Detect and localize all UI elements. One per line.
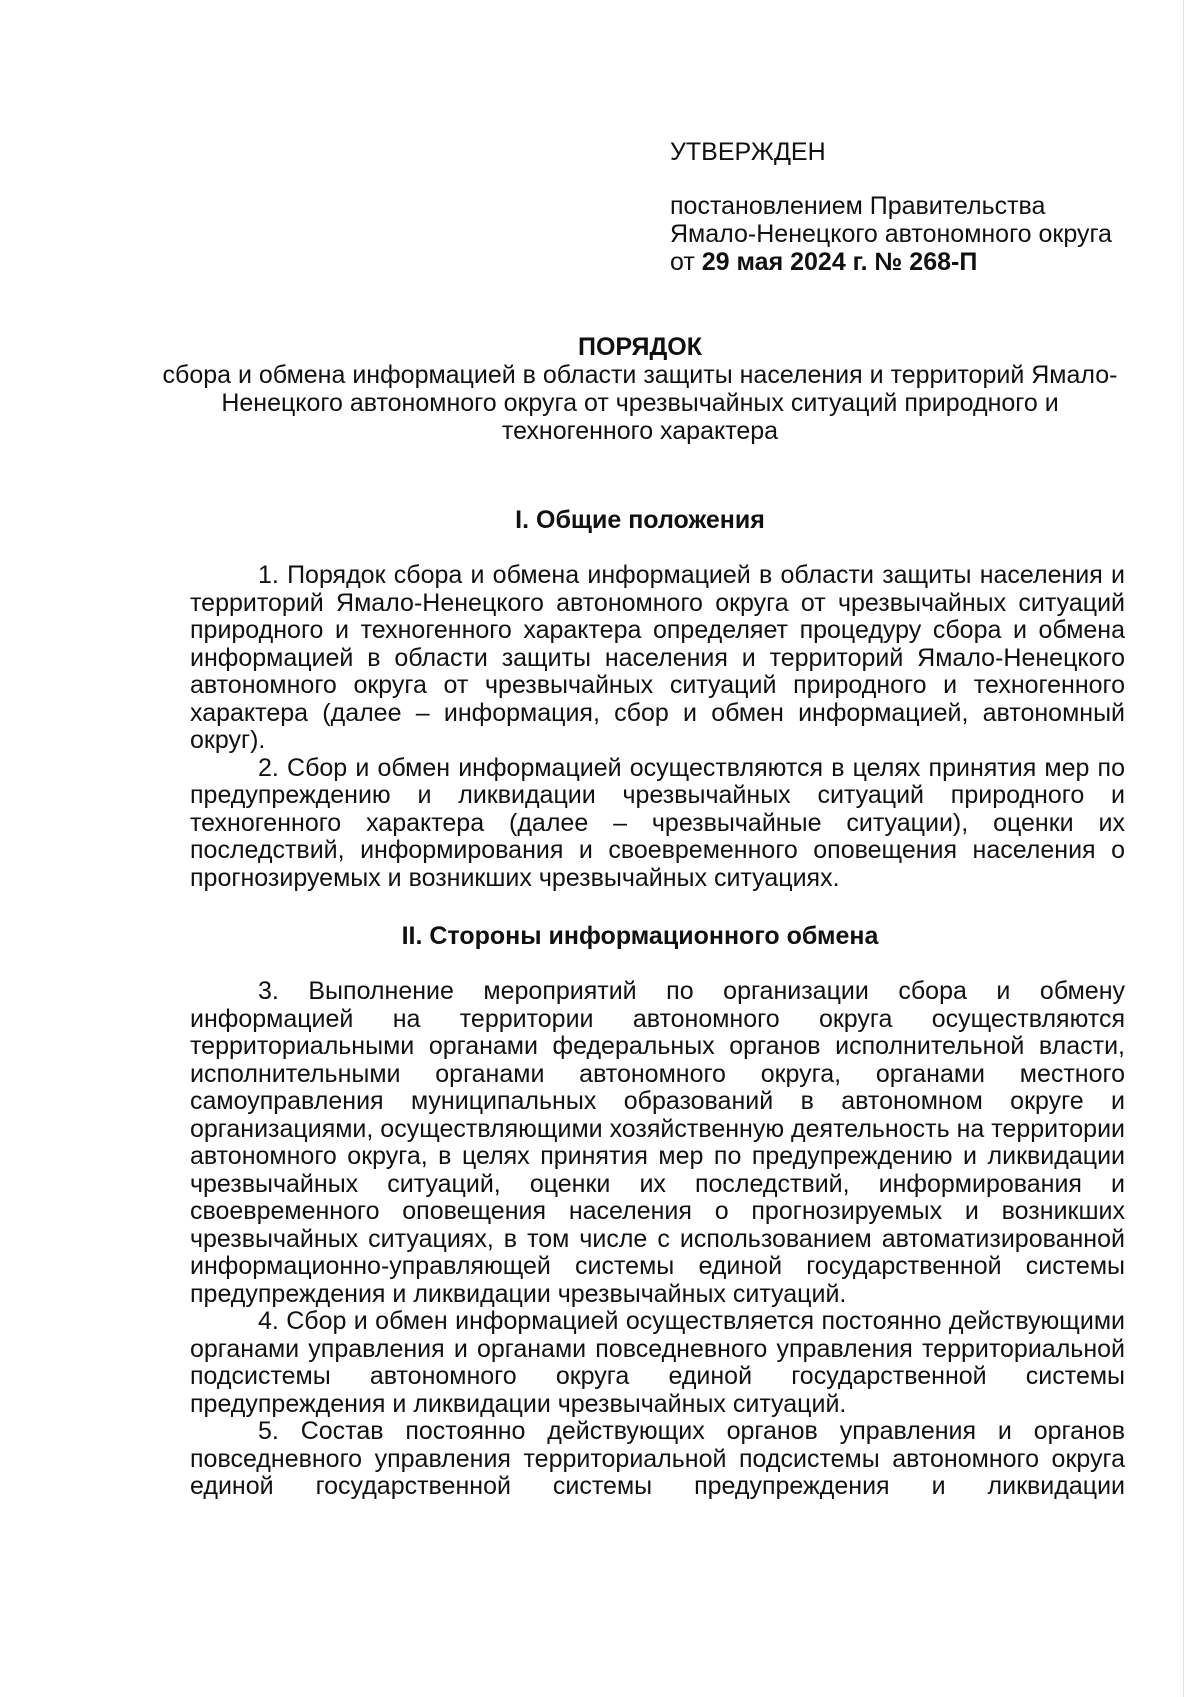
paragraph-4: 4. Сбор и обмен информацией осуществляется постоянно действующими органами управления и органами повседневного управления территориальной подсистемы автономного округа единой государственной системы предупреждения и ликвидации чрезвычайных ситуаций. <box>190 1307 1125 1418</box>
document-title-block <box>150 333 1130 445</box>
document-title: ПОРЯДОК <box>578 333 702 361</box>
approval-authority-line: Ямало-Ненецкого автономного округа <box>670 220 1112 248</box>
paragraph-1: 1. Порядок сбора и обмена информацией в области защиты населения и территорий Ямало-Ненецкого автономного округа от чрезвычайных ситуаций природного и техногенного характера определяет процедуру сбора и обмена информацией в области защиты населения и территорий Ямало-Ненецкого автономного округа от чрезвычайных ситуаций природного и техногенного характера (далее – информация, сбор и обмен информацией, автономный округ). <box>190 561 1125 754</box>
approval-stamp-title: УТВЕРЖДЕН <box>670 138 826 166</box>
approval-block <box>670 138 1112 276</box>
approval-decree-line: постановлением Правительства <box>670 192 1046 220</box>
section-heading-general: I. Общие положения <box>515 506 765 534</box>
paragraph-2: 2. Сбор и обмен информацией осуществляются в целях принятия мер по предупреждению и ликвидации чрезвычайных ситуаций природного и техногенного характера (далее – чрезвычайные ситуации), оценки их последствий, информирования и своевременного оповещения населения о прогнозируемых и возникших чрезвычайных ситуациях. <box>190 753 1125 892</box>
approval-date-prefix: от <box>670 248 695 276</box>
document-subtitle: сбора и обмена информацией в области защиты населения и территорий Ямало-Ненецкого автономного округа от чрезвычайных ситуаций природного и техногенного характера <box>162 361 1118 445</box>
section-parties-body <box>190 978 1125 1501</box>
scan-edge-line <box>1183 0 1184 1697</box>
approval-date-number: 29 мая 2024 г. № 268-П <box>701 248 978 276</box>
section-heading-parties: II. Стороны информационного обмена <box>401 922 879 950</box>
paragraph-3: 3. Выполнение мероприятий по организации сбора и обмену информацией на территории автономного округа осуществляются территориальными органами федеральных органов исполнительной власти, исполнительными органами автономного округа, органами местного самоуправления муниципальных образований в автономном округе и организациями, осуществляющими хозяйственную деятельность на территории автономного округа, в целях принятия мер по предупреждению и ликвидации чрезвычайных ситуаций, оценки их последствий, информирования и своевременного оповещения населения о прогнозируемых и возникших чрезвычайных ситуациях, в том числе с использованием автоматизированной информационно-управляющей системы единой государственной системы предупреждения и ликвидации чрезвычайных ситуаций. <box>190 977 1125 1308</box>
section-general-body <box>190 562 1125 892</box>
paragraph-5: 5. Состав постоянно действующих органов управления и органов повседневного управления территориальной подсистемы автономного округа единой государственной системы предупреждения и ликвидации <box>190 1417 1125 1500</box>
approval-date-line <box>670 248 1112 276</box>
